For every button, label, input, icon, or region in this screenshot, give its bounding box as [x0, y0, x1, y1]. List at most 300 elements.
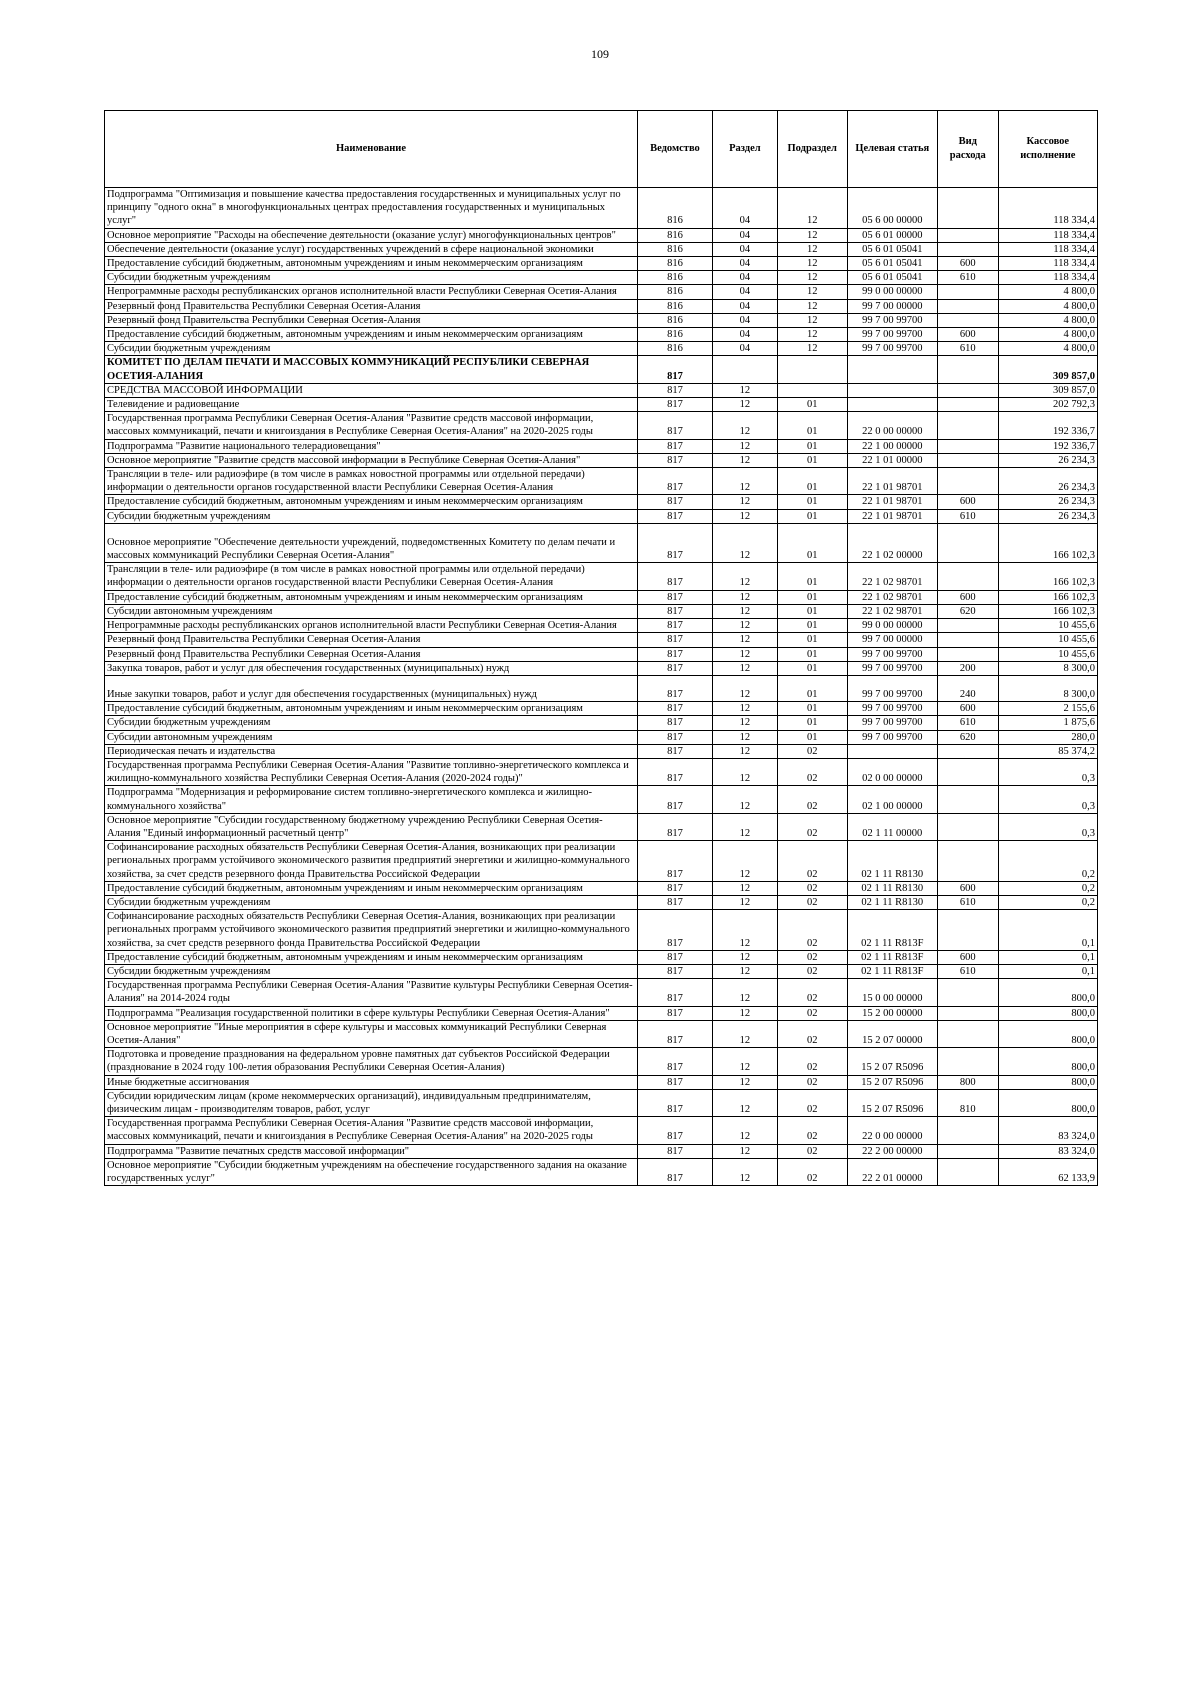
cell-name: Непрограммные расходы республиканских органов исполнительной власти Республики Северная Осетия-Алания: [105, 619, 638, 633]
cell-dept: 816: [637, 257, 712, 271]
cell-amount: 26 234,3: [998, 453, 1097, 467]
cell-amount: 0,1: [998, 950, 1097, 964]
cell-target: 02 1 11 R813F: [847, 950, 937, 964]
table-row: [105, 1006, 1098, 1020]
table-row: [105, 495, 1098, 509]
cell-dept: 817: [637, 1089, 712, 1116]
cell-section: 12: [712, 495, 777, 509]
cell-exptype: 600: [937, 881, 998, 895]
cell-exptype: [937, 563, 998, 590]
cell-section: 12: [712, 509, 777, 523]
cell-exptype: [937, 1006, 998, 1020]
table-row: [105, 328, 1098, 342]
table-row: [105, 604, 1098, 618]
table-row: [105, 744, 1098, 758]
cell-name: Подготовка и проведение празднования на федеральном уровне памятных дат субъектов Российской Федерации (празднование в 2024 году 100-летия образования Республики Северная Осетия-Алания): [105, 1048, 638, 1075]
cell-section: 12: [712, 702, 777, 716]
cell-name: Государственная программа Республики Северная Осетия-Алания "Развитие средств массовой информации, массовых коммуникаций, печати и книгоиздания в Республике Северная Осетия-Алания" на 2020-2025 годы: [105, 1117, 638, 1144]
cell-target: 22 1 01 98701: [847, 468, 937, 495]
header-section: Раздел: [712, 111, 777, 188]
cell-dept: 816: [637, 271, 712, 285]
cell-exptype: [937, 619, 998, 633]
cell-target: 99 7 00 99700: [847, 661, 937, 675]
cell-exptype: [937, 813, 998, 840]
cell-target: [847, 383, 937, 397]
cell-subsection: 12: [777, 188, 847, 229]
cell-amount: 8 300,0: [998, 675, 1097, 701]
cell-name: Периодическая печать и издательства: [105, 744, 638, 758]
cell-target: [847, 356, 937, 383]
cell-target: 05 6 01 05041: [847, 271, 937, 285]
cell-section: 04: [712, 242, 777, 256]
cell-target: 05 6 00 00000: [847, 188, 937, 229]
cell-section: 12: [712, 716, 777, 730]
cell-section: [712, 356, 777, 383]
header-subsection: Подраздел: [777, 111, 847, 188]
cell-target: 15 2 07 R5096: [847, 1048, 937, 1075]
cell-dept: 817: [637, 881, 712, 895]
header-exptype: Вид расхода: [937, 111, 998, 188]
cell-section: 04: [712, 313, 777, 327]
cell-subsection: 02: [777, 1158, 847, 1185]
cell-subsection: 02: [777, 1075, 847, 1089]
cell-amount: 166 102,3: [998, 523, 1097, 562]
cell-exptype: [937, 383, 998, 397]
cell-target: 22 1 00 00000: [847, 439, 937, 453]
cell-section: 12: [712, 979, 777, 1006]
cell-dept: 817: [637, 910, 712, 951]
cell-subsection: 01: [777, 604, 847, 618]
cell-target: 22 1 02 98701: [847, 590, 937, 604]
cell-subsection: 01: [777, 633, 847, 647]
cell-name: Основное мероприятие "Расходы на обеспечение деятельности (оказание услуг) многофункциональных центров": [105, 228, 638, 242]
cell-subsection: 02: [777, 1006, 847, 1020]
cell-section: 04: [712, 228, 777, 242]
cell-section: 04: [712, 342, 777, 356]
cell-amount: 62 133,9: [998, 1158, 1097, 1185]
cell-subsection: 01: [777, 619, 847, 633]
cell-exptype: 610: [937, 895, 998, 909]
cell-dept: 817: [637, 979, 712, 1006]
table-row: [105, 786, 1098, 813]
table-row: [105, 509, 1098, 523]
table-row: [105, 675, 1098, 701]
cell-amount: 26 234,3: [998, 468, 1097, 495]
cell-dept: 817: [637, 633, 712, 647]
cell-subsection: 02: [777, 1048, 847, 1075]
cell-amount: 118 334,4: [998, 228, 1097, 242]
cell-section: 12: [712, 950, 777, 964]
table-row: [105, 563, 1098, 590]
table-row: [105, 813, 1098, 840]
cell-subsection: 02: [777, 786, 847, 813]
cell-dept: 817: [637, 604, 712, 618]
cell-name: Софинансирование расходных обязательств Республики Северная Осетия-Алания, возникающих при реализации региональных программ устойчивого экономического развития предприятий энергетики и жилищно-коммунального хозяйства, за счет средств резервного фонда Правительства Российской Федерации: [105, 910, 638, 951]
cell-subsection: 02: [777, 1144, 847, 1158]
header-dept: Ведомство: [637, 111, 712, 188]
cell-section: 12: [712, 1048, 777, 1075]
cell-dept: 817: [637, 509, 712, 523]
cell-amount: 309 857,0: [998, 383, 1097, 397]
cell-section: 12: [712, 661, 777, 675]
cell-section: 12: [712, 619, 777, 633]
cell-target: 99 0 00 00000: [847, 619, 937, 633]
cell-subsection: 01: [777, 468, 847, 495]
cell-dept: 817: [637, 964, 712, 978]
cell-dept: 817: [637, 356, 712, 383]
cell-dept: 817: [637, 813, 712, 840]
table-row: [105, 398, 1098, 412]
cell-subsection: [777, 383, 847, 397]
cell-name: Основное мероприятие "Субсидии бюджетным учреждениям на обеспечение государственного задания на оказание государственных услуг": [105, 1158, 638, 1185]
cell-exptype: [937, 647, 998, 661]
cell-name: Резервный фонд Правительства Республики Северная Осетия-Алания: [105, 313, 638, 327]
cell-dept: 817: [637, 439, 712, 453]
cell-amount: 2 155,6: [998, 702, 1097, 716]
table-row: [105, 730, 1098, 744]
cell-amount: 4 800,0: [998, 285, 1097, 299]
cell-subsection: 02: [777, 964, 847, 978]
cell-dept: 817: [637, 523, 712, 562]
cell-section: 12: [712, 1075, 777, 1089]
cell-name: Предоставление субсидий бюджетным, автономным учреждениям и иным некоммерческим организациям: [105, 702, 638, 716]
cell-subsection: 01: [777, 730, 847, 744]
table-row: [105, 228, 1098, 242]
cell-name: Непрограммные расходы республиканских органов исполнительной власти Республики Северная Осетия-Алания: [105, 285, 638, 299]
cell-subsection: 12: [777, 328, 847, 342]
cell-target: 02 0 00 00000: [847, 758, 937, 785]
cell-subsection: 01: [777, 716, 847, 730]
cell-subsection: 02: [777, 758, 847, 785]
cell-section: 12: [712, 895, 777, 909]
cell-dept: 817: [637, 675, 712, 701]
cell-exptype: [937, 242, 998, 256]
cell-amount: 166 102,3: [998, 590, 1097, 604]
cell-subsection: 01: [777, 398, 847, 412]
cell-exptype: 610: [937, 509, 998, 523]
cell-dept: 817: [637, 453, 712, 467]
cell-name: Иные бюджетные ассигнования: [105, 1075, 638, 1089]
cell-target: 02 1 11 00000: [847, 813, 937, 840]
table-row: [105, 661, 1098, 675]
cell-amount: 800,0: [998, 1006, 1097, 1020]
table-row: [105, 439, 1098, 453]
cell-section: 12: [712, 383, 777, 397]
cell-section: 12: [712, 881, 777, 895]
cell-subsection: 01: [777, 563, 847, 590]
cell-dept: 817: [637, 1075, 712, 1089]
cell-name: Подпрограмма "Оптимизация и повышение качества предоставления государственных и муниципальных услуг по принципу "одного окна" в многофункциональных центрах предоставления государственных и муниципальных услуг": [105, 188, 638, 229]
cell-name: Предоставление субсидий бюджетным, автономным учреждениям и иным некоммерческим организациям: [105, 950, 638, 964]
cell-amount: 118 334,4: [998, 257, 1097, 271]
table-row: [105, 523, 1098, 562]
cell-subsection: 01: [777, 523, 847, 562]
cell-subsection: 01: [777, 590, 847, 604]
cell-subsection: 02: [777, 1089, 847, 1116]
cell-dept: 817: [637, 398, 712, 412]
cell-subsection: 12: [777, 342, 847, 356]
cell-name: Субсидии бюджетным учреждениям: [105, 509, 638, 523]
cell-target: 22 1 02 98701: [847, 604, 937, 618]
cell-exptype: [937, 439, 998, 453]
cell-section: 12: [712, 453, 777, 467]
cell-exptype: [937, 468, 998, 495]
cell-name: Субсидии бюджетным учреждениям: [105, 895, 638, 909]
cell-amount: 800,0: [998, 1089, 1097, 1116]
cell-section: 12: [712, 647, 777, 661]
cell-section: 12: [712, 910, 777, 951]
cell-section: 04: [712, 328, 777, 342]
cell-exptype: [937, 299, 998, 313]
cell-subsection: 12: [777, 285, 847, 299]
cell-amount: 118 334,4: [998, 271, 1097, 285]
table-row: [105, 841, 1098, 882]
cell-dept: 817: [637, 468, 712, 495]
table-row: [105, 881, 1098, 895]
cell-target: 15 2 00 00000: [847, 1006, 937, 1020]
cell-dept: 817: [637, 1020, 712, 1047]
cell-amount: 4 800,0: [998, 313, 1097, 327]
cell-exptype: 600: [937, 328, 998, 342]
cell-target: [847, 744, 937, 758]
cell-exptype: [937, 228, 998, 242]
cell-exptype: [937, 313, 998, 327]
cell-name: КОМИТЕТ ПО ДЕЛАМ ПЕЧАТИ И МАССОВЫХ КОММУНИКАЦИЙ РЕСПУБЛИКИ СЕВЕРНАЯ ОСЕТИЯ-АЛАНИЯ: [105, 356, 638, 383]
table-row: [105, 1020, 1098, 1047]
cell-subsection: 12: [777, 257, 847, 271]
cell-amount: 0,2: [998, 841, 1097, 882]
cell-name: Основное мероприятие "Обеспечение деятельности учреждений, подведомственных Комитету по делам печати и массовых коммуникаций Республики Северная Осетия-Алания": [105, 523, 638, 562]
cell-section: 04: [712, 271, 777, 285]
cell-target: 05 6 01 05041: [847, 242, 937, 256]
cell-section: 12: [712, 590, 777, 604]
cell-name: Субсидии бюджетным учреждениям: [105, 964, 638, 978]
cell-exptype: 800: [937, 1075, 998, 1089]
cell-amount: 280,0: [998, 730, 1097, 744]
cell-subsection: 01: [777, 509, 847, 523]
cell-amount: 192 336,7: [998, 412, 1097, 439]
cell-name: Субсидии автономным учреждениям: [105, 604, 638, 618]
cell-target: 99 7 00 00000: [847, 299, 937, 313]
table-row: [105, 633, 1098, 647]
cell-name: Субсидии автономным учреждениям: [105, 730, 638, 744]
cell-exptype: [937, 1158, 998, 1185]
cell-subsection: 02: [777, 950, 847, 964]
cell-exptype: [937, 1144, 998, 1158]
table-row: [105, 412, 1098, 439]
cell-amount: 0,2: [998, 881, 1097, 895]
cell-dept: 817: [637, 1048, 712, 1075]
cell-target: 22 2 01 00000: [847, 1158, 937, 1185]
cell-dept: 816: [637, 285, 712, 299]
cell-section: 12: [712, 964, 777, 978]
cell-name: Иные закупки товаров, работ и услуг для обеспечения государственных (муниципальных) нужд: [105, 675, 638, 701]
cell-dept: 816: [637, 328, 712, 342]
cell-subsection: 02: [777, 1117, 847, 1144]
cell-name: Подпрограмма "Развитие печатных средств массовой информации": [105, 1144, 638, 1158]
cell-name: Телевидение и радиовещание: [105, 398, 638, 412]
table-row: [105, 910, 1098, 951]
cell-name: Субсидии бюджетным учреждениям: [105, 342, 638, 356]
cell-amount: 309 857,0: [998, 356, 1097, 383]
cell-subsection: 01: [777, 675, 847, 701]
cell-section: 12: [712, 1020, 777, 1047]
cell-target: 05 6 01 00000: [847, 228, 937, 242]
table-row: [105, 647, 1098, 661]
cell-dept: 817: [637, 895, 712, 909]
cell-exptype: [937, 979, 998, 1006]
cell-dept: 816: [637, 299, 712, 313]
cell-subsection: 01: [777, 495, 847, 509]
table-row: [105, 383, 1098, 397]
cell-section: 12: [712, 633, 777, 647]
cell-dept: 816: [637, 313, 712, 327]
cell-subsection: 02: [777, 1020, 847, 1047]
cell-section: 12: [712, 439, 777, 453]
cell-amount: 0,1: [998, 910, 1097, 951]
cell-dept: 817: [637, 841, 712, 882]
cell-subsection: 01: [777, 453, 847, 467]
cell-exptype: 240: [937, 675, 998, 701]
cell-exptype: 610: [937, 271, 998, 285]
cell-exptype: [937, 910, 998, 951]
cell-amount: 166 102,3: [998, 563, 1097, 590]
cell-target: 02 1 00 00000: [847, 786, 937, 813]
cell-target: 05 6 01 05041: [847, 257, 937, 271]
cell-section: 12: [712, 758, 777, 785]
cell-amount: 800,0: [998, 1020, 1097, 1047]
table-row: [105, 590, 1098, 604]
cell-exptype: [937, 633, 998, 647]
cell-section: 04: [712, 188, 777, 229]
cell-dept: 817: [637, 661, 712, 675]
cell-name: Основное мероприятие "Субсидии государственному бюджетному учреждению Республики Северная Осетия-Алания "Единый информационный расчетный центр": [105, 813, 638, 840]
cell-target: 02 1 11 R813F: [847, 910, 937, 951]
cell-dept: 817: [637, 619, 712, 633]
cell-name: Предоставление субсидий бюджетным, автономным учреждениям и иным некоммерческим организациям: [105, 495, 638, 509]
cell-name: Государственная программа Республики Северная Осетия-Алания "Развитие средств массовой информации, массовых коммуникаций, печати и книгоиздания в Республике Северная Осетия-Алания" на 2020-2025 годы: [105, 412, 638, 439]
cell-section: 12: [712, 563, 777, 590]
cell-target: 99 7 00 99700: [847, 342, 937, 356]
cell-exptype: [937, 356, 998, 383]
cell-name: Обеспечение деятельности (оказание услуг) государственных учреждений в сфере национальной экономики: [105, 242, 638, 256]
cell-dept: 817: [637, 702, 712, 716]
cell-amount: 26 234,3: [998, 509, 1097, 523]
cell-name: Софинансирование расходных обязательств Республики Северная Осетия-Алания, возникающих при реализации региональных программ устойчивого экономического развития предприятий энергетики и жилищно-коммунального хозяйства, за счет средств резервного фонда Правительства Российской Федерации: [105, 841, 638, 882]
cell-section: 12: [712, 1117, 777, 1144]
table-header-row: [105, 111, 1098, 188]
cell-amount: 4 800,0: [998, 342, 1097, 356]
cell-target: 22 0 00 00000: [847, 1117, 937, 1144]
cell-section: 12: [712, 468, 777, 495]
cell-exptype: 600: [937, 702, 998, 716]
cell-exptype: 200: [937, 661, 998, 675]
cell-name: Трансляции в теле- или радиоэфире (в том числе в рамках новостной программы или отдельной передачи) информации о деятельности органов государственной власти Республики Северная Осетия-Алания: [105, 563, 638, 590]
table-row: [105, 342, 1098, 356]
cell-exptype: 620: [937, 730, 998, 744]
cell-exptype: [937, 398, 998, 412]
cell-amount: 10 455,6: [998, 619, 1097, 633]
cell-subsection: 02: [777, 895, 847, 909]
cell-section: 12: [712, 412, 777, 439]
cell-target: 99 7 00 99700: [847, 702, 937, 716]
budget-table: [104, 110, 1098, 1186]
cell-amount: 10 455,6: [998, 633, 1097, 647]
cell-section: 12: [712, 1144, 777, 1158]
cell-amount: 26 234,3: [998, 495, 1097, 509]
cell-subsection: 12: [777, 271, 847, 285]
table-row: [105, 1089, 1098, 1116]
table-row: [105, 1048, 1098, 1075]
cell-amount: 0,2: [998, 895, 1097, 909]
cell-name: Трансляции в теле- или радиоэфире (в том числе в рамках новостной программы или отдельной передачи) информации о деятельности органов государственной власти Республики Северная Осетия-Алания: [105, 468, 638, 495]
table-row: [105, 1117, 1098, 1144]
table-row: [105, 356, 1098, 383]
cell-dept: 817: [637, 716, 712, 730]
cell-amount: 0,3: [998, 758, 1097, 785]
cell-exptype: 600: [937, 257, 998, 271]
cell-section: 12: [712, 1158, 777, 1185]
cell-section: 12: [712, 398, 777, 412]
cell-dept: 817: [637, 1158, 712, 1185]
cell-exptype: 610: [937, 716, 998, 730]
cell-target: 99 7 00 99700: [847, 716, 937, 730]
cell-exptype: 620: [937, 604, 998, 618]
cell-subsection: 12: [777, 228, 847, 242]
cell-section: 12: [712, 813, 777, 840]
table-row: [105, 964, 1098, 978]
cell-dept: 816: [637, 188, 712, 229]
cell-subsection: 02: [777, 744, 847, 758]
cell-amount: 166 102,3: [998, 604, 1097, 618]
cell-name: Предоставление субсидий бюджетным, автономным учреждениям и иным некоммерческим организациям: [105, 328, 638, 342]
cell-name: Субсидии юридическим лицам (кроме некоммерческих организаций), индивидуальным предпринимателям, физическим лицам - производителям товаров, работ, услуг: [105, 1089, 638, 1116]
cell-exptype: [937, 841, 998, 882]
cell-target: 15 2 07 R5096: [847, 1075, 937, 1089]
cell-exptype: [937, 758, 998, 785]
cell-exptype: [937, 1117, 998, 1144]
cell-name: Субсидии бюджетным учреждениям: [105, 716, 638, 730]
cell-amount: 83 324,0: [998, 1144, 1097, 1158]
cell-target: 22 1 01 00000: [847, 453, 937, 467]
table-row: [105, 242, 1098, 256]
table-row: [105, 950, 1098, 964]
cell-dept: 817: [637, 647, 712, 661]
cell-section: 12: [712, 1006, 777, 1020]
cell-dept: 817: [637, 412, 712, 439]
cell-dept: 817: [637, 590, 712, 604]
cell-exptype: 610: [937, 342, 998, 356]
cell-name: Субсидии бюджетным учреждениям: [105, 271, 638, 285]
cell-dept: 817: [637, 383, 712, 397]
cell-exptype: 610: [937, 964, 998, 978]
cell-name: Закупка товаров, работ и услуг для обеспечения государственных (муниципальных) нужд: [105, 661, 638, 675]
cell-exptype: [937, 1048, 998, 1075]
cell-subsection: [777, 356, 847, 383]
cell-target: 99 7 00 99700: [847, 675, 937, 701]
cell-name: Государственная программа Республики Северная Осетия-Алания "Развитие культуры Республики Северная Осетия-Алания" на 2014-2024 годы: [105, 979, 638, 1006]
table-row: [105, 453, 1098, 467]
table-row: [105, 313, 1098, 327]
table-row: [105, 1158, 1098, 1185]
cell-name: Резервный фонд Правительства Республики Северная Осетия-Алания: [105, 633, 638, 647]
cell-target: 99 7 00 99700: [847, 730, 937, 744]
cell-section: 12: [712, 730, 777, 744]
cell-section: 12: [712, 1089, 777, 1116]
table-row: [105, 271, 1098, 285]
cell-amount: 800,0: [998, 1075, 1097, 1089]
cell-amount: 0,3: [998, 786, 1097, 813]
